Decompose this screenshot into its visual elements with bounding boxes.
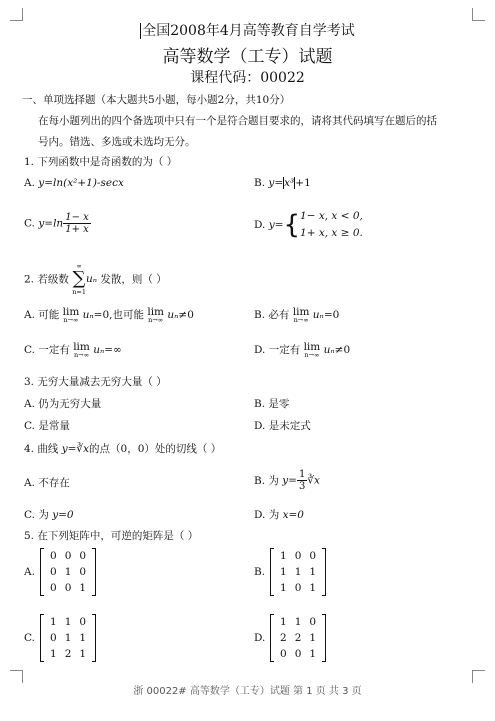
q4-curve-expression: y=∛x: [61, 443, 90, 455]
q1-d-cases: [300, 208, 363, 242]
course-code: 课程代码：00022: [190, 70, 305, 86]
q5-stem: 5. 在下列矩阵中，可逆的矩阵是（ ）: [24, 530, 199, 542]
matrix-cell: 1: [79, 648, 87, 660]
matrix-d: [270, 614, 326, 662]
fraction-denominator: 3: [298, 481, 306, 492]
case-2: 1+ x, x ≥ 0.: [300, 227, 363, 239]
matrix-cell: 1: [64, 632, 72, 644]
series-term: uₙ: [312, 309, 324, 321]
matrix-cell: 0: [294, 582, 302, 594]
q1-b-abs-content: x³: [284, 177, 295, 189]
matrix-cell: 0: [64, 550, 72, 562]
lim-text: lim: [147, 306, 165, 318]
q2-option-c: [24, 342, 122, 359]
q2-c-text-1: C. 一定有: [24, 344, 70, 356]
section-heading: 一、单项选择题（本大题共5小题，每小题2分，共10分）: [22, 94, 291, 106]
q1-option-c: [24, 212, 91, 235]
q3-option-d: D. 是未定式: [254, 420, 311, 432]
matrix-cell: 1: [309, 566, 317, 578]
matrix-cell: 1: [280, 566, 287, 578]
q2-c-text-2: =∞: [104, 344, 122, 356]
lim-text: lim: [62, 306, 80, 318]
q4-c-pre: C. 为: [24, 509, 49, 521]
q2-b-text-1: B. 必有: [254, 309, 290, 321]
q2-option-d: [254, 342, 350, 359]
matrix-cell: 1: [309, 582, 317, 594]
q3-option-a: A. 仍为无穷大量: [24, 398, 102, 410]
matrix-cell: 0: [79, 550, 87, 562]
series-term: uₙ: [167, 309, 179, 321]
q1-d-expr-pre: y=: [268, 219, 284, 231]
q1-option-b: [254, 177, 311, 189]
q3-option-b: B. 是零: [254, 398, 290, 410]
matrix-cell: 1: [79, 582, 87, 594]
subject-title: 高等数学（工专）试题: [162, 47, 333, 67]
limit-notation: [63, 307, 80, 324]
matrix-cell: 0: [79, 566, 87, 578]
matrix-cell: 0: [50, 566, 57, 578]
matrix-c: [40, 614, 96, 662]
matrix-cell: 1: [64, 616, 72, 628]
q5-option-d-label: D.: [254, 632, 266, 644]
q2-a-text-1: A. 可能: [24, 309, 60, 321]
q4-option-d: [254, 507, 304, 522]
q4-c-expr: y=0: [52, 509, 74, 521]
q4-option-b: [254, 469, 320, 492]
q4-option-a: A. 不存在: [24, 477, 70, 489]
option-label: A.: [24, 177, 35, 189]
q5-option-b-label: B.: [254, 566, 266, 578]
option-label: D.: [254, 219, 266, 231]
limit-notation: [73, 342, 90, 359]
matrix-cell: 1: [309, 648, 317, 660]
q2-d-text-2: ≠0: [334, 344, 351, 356]
q1-c-fraction: [63, 212, 91, 235]
option-label: B.: [254, 177, 266, 189]
lim-subscript: n→∞: [63, 316, 79, 324]
q1-option-a: [24, 177, 124, 189]
matrix-c-table: [46, 614, 90, 662]
matrix-cell: 1: [294, 616, 302, 628]
matrix-cell: 0: [50, 582, 57, 594]
matrix-d-table: [276, 614, 320, 662]
q4-b-expr-pre: y=: [282, 474, 297, 487]
matrix-cell: 0: [64, 582, 72, 594]
lim-text: lim: [303, 341, 321, 353]
matrix-cell: 2: [64, 648, 72, 660]
matrix-cell: 1: [50, 648, 57, 660]
matrix-cell: 0: [294, 550, 302, 562]
q3-stem: 3. 无穷大量减去无穷大量（ ）: [24, 376, 167, 388]
matrix-cell: 2: [280, 632, 287, 644]
matrix-cell: 1: [294, 566, 302, 578]
matrix-cell: 0: [309, 550, 317, 562]
matrix-cell: 0: [79, 616, 87, 628]
instruction-line-2: 号内。错选、多选或未选均无分。: [38, 136, 196, 148]
fraction-numerator: 1: [298, 469, 306, 480]
q3-option-c: C. 是常量: [24, 420, 70, 432]
q2-stem-pre: 2. 若级数: [24, 273, 69, 286]
matrix-cell: 1: [309, 632, 317, 644]
matrix-a: [40, 548, 96, 596]
matrix-cell: 1: [79, 632, 87, 644]
matrix-cell: 1: [50, 616, 57, 628]
q2-stem: [24, 262, 167, 296]
matrix-a-table: [46, 548, 90, 596]
q2-option-a: [24, 307, 194, 324]
matrix-cell: 1: [280, 582, 287, 594]
lim-text: lim: [292, 306, 310, 318]
matrix-cell: 0: [294, 648, 302, 660]
matrix-cell: 1: [64, 566, 72, 578]
q2-a-text-3: ≠0: [178, 309, 194, 321]
q4-b-fraction: [297, 469, 307, 492]
lim-subscript: n→∞: [293, 316, 309, 324]
q2-d-text-1: D. 一定有: [254, 344, 301, 356]
matrix-cell: 0: [50, 550, 57, 562]
q4-stem: [24, 441, 221, 456]
matrix-b-table: [276, 548, 320, 596]
lim-text: lim: [73, 341, 90, 353]
q4-b-pre: B. 为: [254, 475, 279, 487]
q4-option-c: [24, 507, 74, 522]
limit-notation: [293, 307, 310, 324]
q2-a-text-2: =0,也可能: [93, 309, 144, 321]
fraction-numerator: 1− x: [65, 212, 89, 223]
q4-stem-pre: 4. 曲线: [24, 443, 59, 455]
q1-b-expr-pre: y=: [268, 177, 284, 189]
limit-notation: [304, 342, 321, 359]
q4-d-expr: x=0: [282, 509, 304, 521]
matrix-cell: 0: [309, 616, 317, 628]
series-term: uₙ: [85, 273, 98, 285]
q1-option-d: [254, 208, 363, 242]
matrix-cell: 2: [294, 632, 302, 644]
matrix-cell: 1: [280, 550, 287, 562]
limit-notation: [147, 307, 164, 324]
lim-subscript: n→∞: [148, 316, 164, 324]
instruction-line-1: 在每小题列出的四个备选项中只有一个是符合题目要求的，请将其代码填写在题后的括: [38, 115, 437, 127]
lim-subscript: n→∞: [304, 351, 320, 359]
q2-b-text-2: =0: [323, 309, 340, 321]
matrix-cell: 0: [50, 632, 57, 644]
q5-option-a-label: A.: [24, 566, 35, 578]
q1-c-expr-pre: y=ln: [38, 217, 64, 230]
q2-stem-post: 发散，则（ ）: [100, 273, 167, 286]
option-label: C.: [24, 217, 35, 230]
matrix-cell: 0: [280, 648, 287, 660]
matrix-cell: 1: [280, 616, 287, 628]
matrix-b: [270, 548, 326, 596]
q1-a-expression: y=ln(x²+1)-secx: [38, 177, 124, 189]
q4-b-expr-post: ∛x: [307, 474, 320, 487]
exam-title-line: [0, 20, 495, 40]
q1-b-expr-post: +1: [295, 177, 311, 189]
summation-symbol: ∞ ∑ n=1: [72, 262, 86, 296]
q4-stem-post: 的点（0，0）处的切线（ ）: [89, 443, 222, 455]
series-term: uₙ: [93, 344, 105, 356]
series-term: uₙ: [82, 309, 94, 321]
q2-option-b: [254, 307, 339, 324]
q5-option-c-label: C.: [24, 632, 35, 644]
series-term: uₙ: [323, 344, 335, 356]
exam-title-text: 全国2008年4月高等教育自学考试: [142, 23, 355, 39]
q1-stem: 1. 下列函数中是奇函数的为（ ）: [24, 156, 178, 168]
fraction-denominator: 1+ x: [65, 224, 89, 235]
case-1: 1− x, x < 0,: [300, 210, 363, 222]
lim-subscript: n→∞: [74, 351, 90, 359]
page-footer: 浙 00022# 高等数学（工专）试题 第 1 页 共 3 页: [133, 686, 362, 697]
piecewise-brace: {: [283, 210, 301, 240]
q4-d-pre: D. 为: [254, 509, 280, 521]
